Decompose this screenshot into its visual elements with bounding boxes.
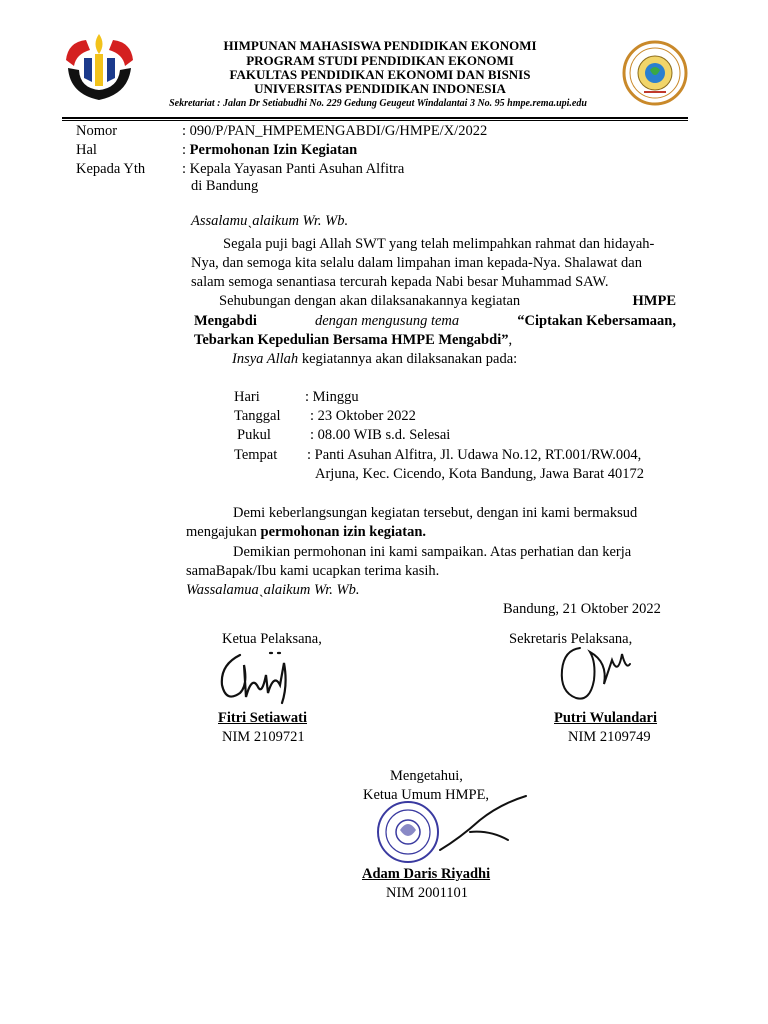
p3-line1: Demi keberlangsungan kegiatan tersebut, dengan ini kami bermaksud [233,505,638,521]
tanggal-label: Tanggal [234,408,281,424]
university-name: UNIVERSITAS PENDIDIKAN INDONESIA [254,81,506,96]
right-signer-nim: NIM 2109749 [568,729,651,745]
pukul-label: Pukul [237,427,271,443]
p4-line2: samaBapak/Ibu kami ucapkan terima kasih. [186,563,440,579]
secretariat-address: Sekretariat : Jalan Dr Setiabudhi No. 229 Gedung Geugeut Windalantai 3 No. 95 hmpe.rema.upi.edu [169,98,587,109]
header-divider [62,117,688,119]
left-signer-role: Ketua Pelaksana, [222,631,322,647]
tempat-value: : Panti Asuhan Alfitra, Jl. Udawa No.12, RT.001/RW.004, [307,447,642,463]
pukul-value: : 08.00 WIB s.d. Selesai [310,427,451,443]
program-name: PROGRAM STUDI PENDIDIKAN EKONOMI [246,53,514,68]
nomor-value: : 090/P/PAN_HMPEMENGABDI/G/HMPE/X/2022 [182,123,488,139]
acknowledged-label: Mengetahui, [390,768,463,784]
left-signer-name: Fitri Setiawati [218,710,307,726]
hal-label: Hal [76,142,97,158]
hari-value: : Minggu [305,389,359,405]
right-signature [550,640,640,710]
p1-line2: Nya, dan semoga kita selalu dalam limpahan iman kepada-Nya. Shalawat dan [191,255,642,271]
hal-value: : Permohonan Izin Kegiatan [182,142,358,158]
tempat-label: Tempat [234,447,278,463]
place-date: Bandung, 21 Oktober 2022 [503,601,661,617]
center-signer-name: Adam Daris Riyadhi [362,866,491,882]
right-signer-name: Putri Wulandari [554,710,658,726]
org-name: HIMPUNAN MAHASISWA PENDIDIKAN EKONOMI [223,38,537,53]
greeting: Assalamuˎalaikum Wr. Wb. [191,213,349,229]
p3-line2: mengajukan permohonan izin kegiatan. [186,524,427,540]
nomor-label: Nomor [76,123,118,139]
kepada-location: di Bandung [191,178,259,194]
center-signer-nim: NIM 2001101 [386,885,469,901]
p1-line1: Segala puji bagi Allah SWT yang telah melimpahkan rahmat dan hidayah- [223,236,655,252]
hari-label: Hari [234,389,260,405]
faculty-name: FAKULTAS PENDIDIKAN EKONOMI DAN BISNIS [229,67,531,82]
center-signer-role: Ketua Umum HMPE, [363,787,490,803]
hmpe-logo [622,40,688,106]
header-divider-thin [62,120,688,121]
p2-line3: Tebarkan Kepedulian Bersama HMPE Mengabdi”, [194,332,513,348]
tempat-value-cont: Arjuna, Kec. Cicendo, Kota Bandung, Jawa Barat 40172 [315,466,644,482]
kepada-label: Kepada Yth [76,161,146,177]
kepada-value: : Kepala Yayasan Panti Asuhan Alfitra [182,161,405,177]
p4-line1: Demikian permohonan ini kami sampaikan. Atas perhatian dan kerja [233,544,632,560]
left-signer-nim: NIM 2109721 [222,729,305,745]
right-signer-role: Sekretaris Pelaksana, [509,631,633,647]
p2-line2: Mengabdi dengan mengusung tema “Ciptakan Kebersamaan, [194,313,676,329]
left-signature [210,645,330,705]
p2-line1: Sehubungan dengan akan dilaksanakannya kegiatan HMPE [219,293,676,309]
center-signature [430,790,540,860]
farewell: Wassalamuaˎalaikum Wr. Wb. [186,582,360,598]
tanggal-value: : 23 Oktober 2022 [310,408,416,424]
p2-line4: Insya Allah kegiatannya akan dilaksanakan pada: [232,351,518,367]
p1-line3: salam semoga senantiasa tercurah kepada Nabi besar Muhammad SAW. [191,274,609,290]
